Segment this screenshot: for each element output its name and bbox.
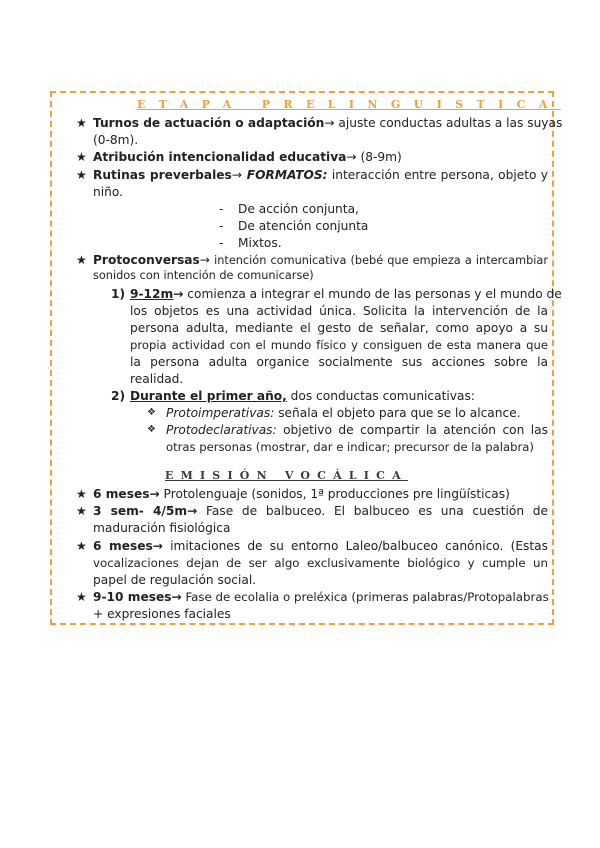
star-bullet-icon: ★	[76, 487, 87, 501]
sub-item-text: persona adulta, mediante el gesto de señalar, como apoyo a su	[130, 321, 548, 335]
list-item-continuation: + expresiones faciales	[93, 607, 231, 621]
bullet-item: Protodeclarativas: objetivo de compartir la atención con las	[166, 423, 548, 437]
list-item-continuation: vocalizaciones dejan de ser algo exclusivamente biológico y cumple un	[93, 556, 548, 570]
numbered-marker: 2)	[111, 389, 126, 403]
list-item-continuation: maduración fisiológica	[93, 521, 231, 535]
list-item: 3 sem- 4/5m→ Fase de balbuceo. El balbuceo es una cuestión de	[93, 504, 548, 518]
numbered-marker: 1)	[111, 287, 126, 301]
bullet-item-continuation: otras personas (mostrar, dar e indicar; precursor de la palabra)	[166, 440, 534, 454]
list-item: 6 meses→ Protolenguaje (sonidos, 1ª producciones pre lingüísticas)	[93, 487, 510, 501]
star-bullet-icon: ★	[76, 504, 87, 518]
dash-bullet: -	[219, 236, 224, 250]
star-bullet-icon: ★	[76, 539, 87, 553]
star-bullet-icon: ★	[76, 590, 87, 604]
formato-item: De atención conjunta	[238, 219, 369, 233]
sub-item-text: realidad.	[130, 372, 184, 386]
star-bullet-icon: ★	[76, 168, 87, 182]
list-item-continuation: niño.	[93, 185, 123, 199]
sub-item-text: los objetos es una actividad única. Solicita la intervención de la	[130, 304, 548, 318]
list-item-continuation: sonidos con intención de comunicarse)	[93, 269, 314, 282]
sub-item-text: Durante el primer año, dos conductas comunicativas:	[130, 389, 475, 403]
star-bullet-icon: ★	[76, 253, 87, 267]
formato-item: De acción conjunta,	[238, 202, 359, 216]
star-bullet-icon: ★	[76, 116, 87, 130]
bullet-item: Protoimperativas: señala el objeto para que se lo alcance.	[166, 406, 521, 420]
list-item: 6 meses→ imitaciones de su entorno Laleo/balbuceo canónico. (Estas	[93, 539, 548, 553]
section-title-emision: EMISIÓN VOCÁLICA	[165, 469, 408, 482]
dash-bullet: -	[219, 202, 224, 216]
list-item: Atribución intencionalidad educativa→ (8-9m)	[93, 150, 402, 164]
formato-item: Mixtos.	[238, 236, 282, 250]
star-bullet-icon: ★	[76, 150, 87, 164]
dash-bullet: -	[219, 219, 224, 233]
sub-item-text: la persona adulta organice socialmente sus acciones sobre la	[130, 355, 548, 369]
list-item: 9-10 meses→ Fase de ecolalia o preléxica (primeras palabras/Protopalabras	[93, 590, 549, 604]
list-item: Rutinas preverbales→ FORMATOS: interacción entre persona, objeto y	[93, 168, 548, 182]
list-item-continuation: (0-8m).	[93, 133, 139, 147]
diamond-bullet-icon: ❖	[147, 407, 156, 418]
list-item: Protoconversas→ intención comunicativa (bebé que empieza a intercambiar	[93, 253, 548, 267]
list-item-continuation: papel de regulación social.	[93, 573, 257, 587]
sub-item-text: propia actividad con el mundo físico y consiguen de esta manera que	[130, 338, 548, 352]
section-title-etapa: ETAPA PRELINGUISTICA	[137, 98, 561, 111]
sub-item-text: 9-12m→ comienza a integrar el mundo de las personas y el mundo de	[130, 287, 562, 301]
list-item: Turnos de actuación o adaptación→ ajuste conductas adultas a las suyas	[93, 116, 563, 130]
diamond-bullet-icon: ❖	[147, 424, 156, 435]
